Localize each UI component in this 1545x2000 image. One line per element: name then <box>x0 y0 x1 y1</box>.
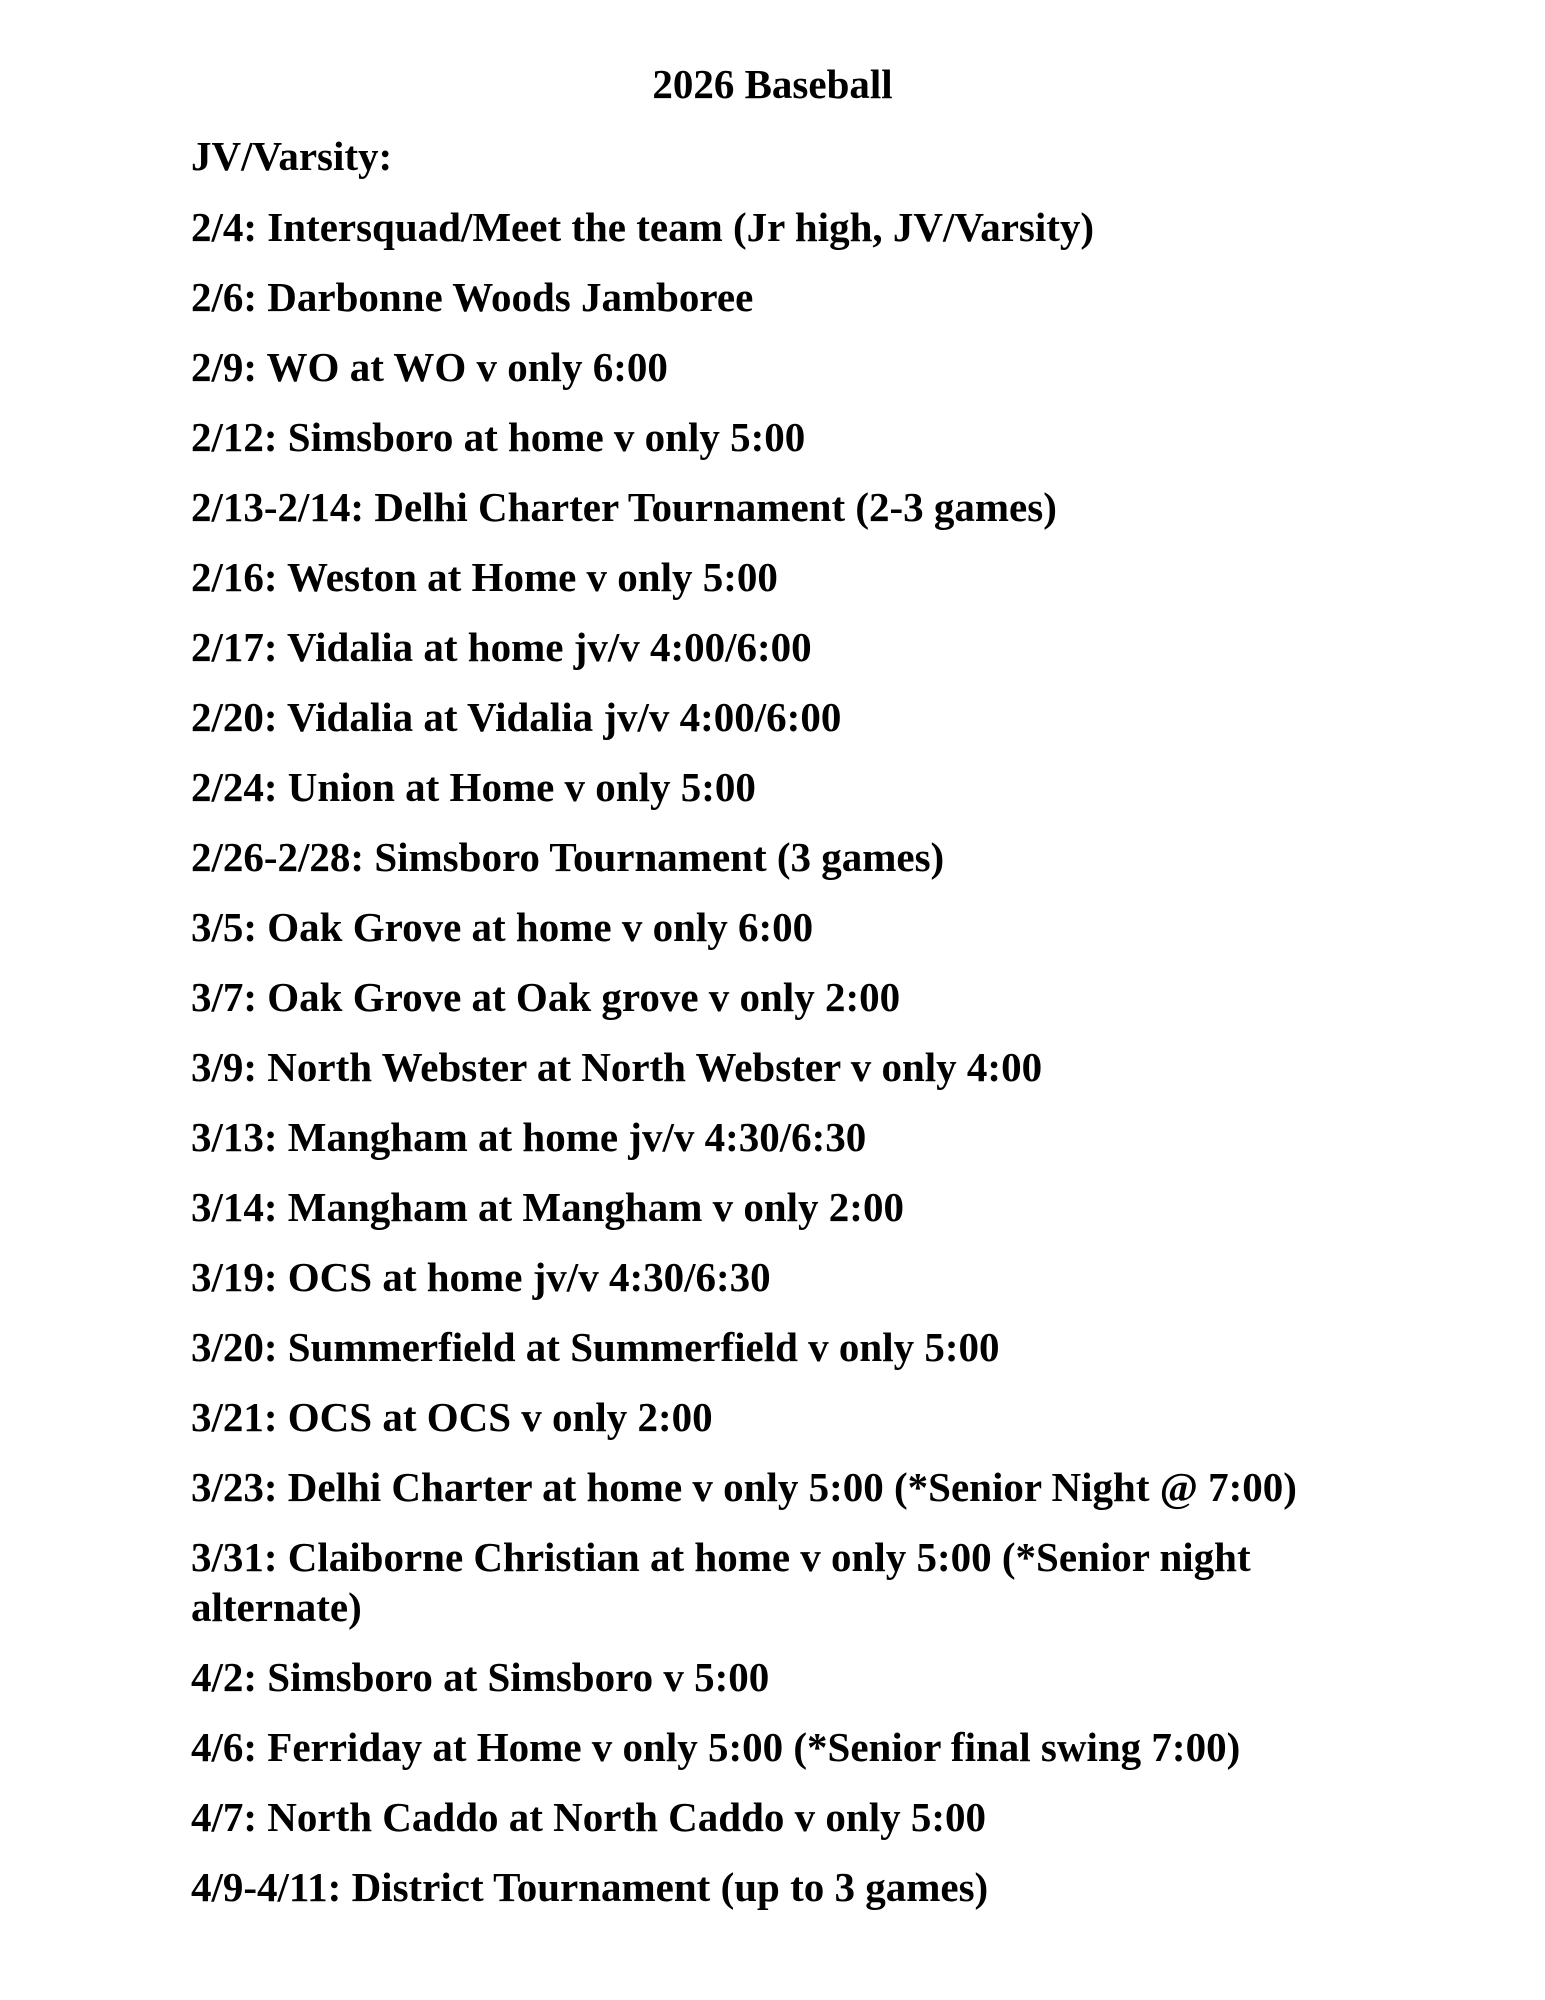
document-content <box>191 132 1391 1932</box>
schedule-entry: 3/31: Claiborne Christian at home v only 5:00 (*Senior night alternate) <box>191 1534 1251 1630</box>
schedule-list <box>191 202 1391 1912</box>
document-title: 2026 Baseball <box>652 61 893 107</box>
schedule-entry: 2/13-2/14: Delhi Charter Tournament (2-3 games) <box>191 484 1057 530</box>
schedule-entry: 3/14: Mangham at Mangham v only 2:00 <box>191 1184 904 1230</box>
schedule-entry: 3/5: Oak Grove at home v only 6:00 <box>191 904 814 950</box>
schedule-entry: 2/16: Weston at Home v only 5:00 <box>191 554 778 600</box>
schedule-entry: 3/13: Mangham at home jv/v 4:30/6:30 <box>191 1114 867 1160</box>
schedule-entry: 2/12: Simsboro at home v only 5:00 <box>191 414 806 460</box>
schedule-entry: 3/9: North Webster at North Webster v only 4:00 <box>191 1044 1043 1090</box>
schedule-entry: 2/9: WO at WO v only 6:00 <box>191 344 668 390</box>
schedule-entry: 3/20: Summerfield at Summerfield v only 5:00 <box>191 1324 1000 1370</box>
schedule-entry: 2/26-2/28: Simsboro Tournament (3 games) <box>191 834 945 880</box>
schedule-entry: 3/21: OCS at OCS v only 2:00 <box>191 1394 713 1440</box>
schedule-entry: 2/17: Vidalia at home jv/v 4:00/6:00 <box>191 624 812 670</box>
schedule-entry: 4/7: North Caddo at North Caddo v only 5:00 <box>191 1794 986 1840</box>
schedule-entry: 3/19: OCS at home jv/v 4:30/6:30 <box>191 1254 771 1300</box>
schedule-entry: 2/24: Union at Home v only 5:00 <box>191 764 756 810</box>
schedule-entry: 2/20: Vidalia at Vidalia jv/v 4:00/6:00 <box>191 694 842 740</box>
schedule-entry: 3/23: Delhi Charter at home v only 5:00 (*Senior Night @ 7:00) <box>191 1464 1297 1510</box>
section-heading: JV/Varsity: <box>191 133 393 179</box>
schedule-entry: 2/6: Darbonne Woods Jamboree <box>191 274 754 320</box>
schedule-entry: 2/4: Intersquad/Meet the team (Jr high, JV/Varsity) <box>191 204 1095 250</box>
schedule-entry: 4/9-4/11: District Tournament (up to 3 games) <box>191 1864 989 1910</box>
schedule-entry: 4/2: Simsboro at Simsboro v 5:00 <box>191 1654 770 1700</box>
schedule-entry: 4/6: Ferriday at Home v only 5:00 (*Senior final swing 7:00) <box>191 1724 1241 1770</box>
schedule-entry: 3/7: Oak Grove at Oak grove v only 2:00 <box>191 974 901 1020</box>
